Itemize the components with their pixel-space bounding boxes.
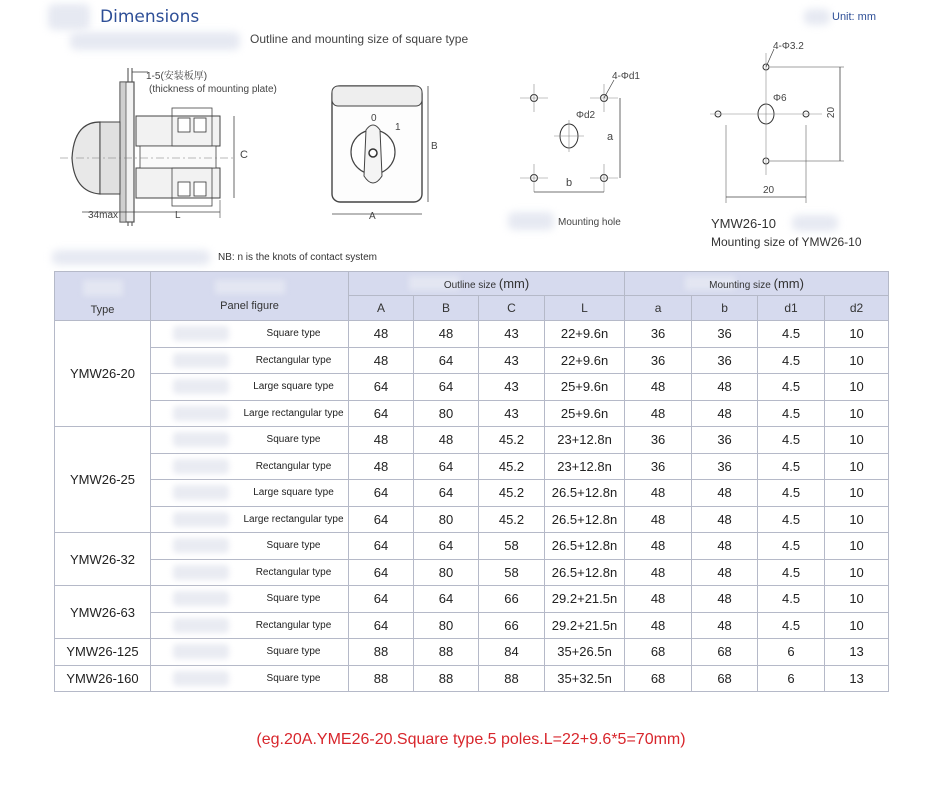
cell-L: 25+9.6n — [545, 374, 625, 401]
cell-d1: 4.5 — [758, 586, 825, 613]
panel-figure-cell — [151, 559, 349, 586]
cell-a: 48 — [625, 506, 692, 533]
cell-B: 64 — [414, 586, 479, 613]
cell-d2: 10 — [825, 453, 889, 480]
cell-A: 64 — [349, 506, 414, 533]
cell-d2: 10 — [825, 374, 889, 401]
cell-d2: 13 — [825, 665, 889, 692]
panel-type-label: Rectangular type — [255, 619, 332, 631]
dim-L: L — [175, 210, 181, 221]
cell-B: 80 — [414, 559, 479, 586]
dim-34max: 34max — [88, 210, 119, 221]
table-row — [55, 480, 889, 507]
type-cell: YMW26-125 — [55, 639, 151, 666]
cell-A: 64 — [349, 586, 414, 613]
mounting-hole-blurred-text — [508, 212, 554, 230]
panel-figure-cell — [151, 321, 349, 348]
cell-b: 48 — [692, 480, 758, 507]
m10-d6-label: Φ6 — [773, 93, 787, 104]
cell-a: 48 — [625, 612, 692, 639]
cell-B: 80 — [414, 506, 479, 533]
cell-d2: 10 — [825, 586, 889, 613]
table-row — [55, 453, 889, 480]
cell-a: 48 — [625, 374, 692, 401]
cell-L: 29.2+21.5n — [545, 586, 625, 613]
table-row — [55, 506, 889, 533]
cell-C: 45.2 — [479, 506, 545, 533]
cell-d2: 10 — [825, 400, 889, 427]
cell-L: 25+9.6n — [545, 400, 625, 427]
m10-4d32-label: 4-Φ3.2 — [773, 41, 804, 52]
panel-type-label: Rectangular type — [255, 460, 332, 472]
type-cell: YMW26-160 — [55, 665, 151, 692]
cell-C: 45.2 — [479, 480, 545, 507]
cell-C: 58 — [479, 533, 545, 560]
cell-b: 48 — [692, 374, 758, 401]
cell-b: 68 — [692, 665, 758, 692]
hole-4d1-label: 4-Φd1 — [612, 71, 640, 82]
note-blurred-text — [52, 250, 210, 265]
cell-a: 48 — [625, 586, 692, 613]
cell-b: 48 — [692, 506, 758, 533]
cell-L: 22+9.6n — [545, 321, 625, 348]
cell-L: 26.5+12.8n — [545, 533, 625, 560]
dim-B: B — [431, 141, 438, 152]
cell-A: 48 — [349, 453, 414, 480]
cell-C: 66 — [479, 612, 545, 639]
cell-A: 64 — [349, 612, 414, 639]
panel-type-label: Rectangular type — [255, 566, 332, 578]
type-cell: YMW26-32 — [55, 533, 151, 586]
cell-a: 36 — [625, 453, 692, 480]
cell-d1: 6 — [758, 639, 825, 666]
cell-d1: 4.5 — [758, 427, 825, 454]
table-header-group-row — [55, 272, 889, 296]
cell-a: 48 — [625, 533, 692, 560]
section-subtitle: Outline and mounting size of square type — [250, 32, 469, 46]
panel-figure-cell — [151, 533, 349, 560]
cell-a: 36 — [625, 427, 692, 454]
panel-figure-cell — [151, 506, 349, 533]
ymw26-10-mounting-diagram — [710, 45, 860, 210]
hole-b-label: b — [566, 177, 573, 189]
cell-B: 48 — [414, 427, 479, 454]
cell-L: 35+26.5n — [545, 639, 625, 666]
cell-A: 64 — [349, 400, 414, 427]
panel-figure-cell — [151, 453, 349, 480]
cell-a: 68 — [625, 639, 692, 666]
cell-A: 64 — [349, 374, 414, 401]
dim-C: C — [240, 149, 248, 161]
table-row — [55, 347, 889, 374]
cell-B: 48 — [414, 321, 479, 348]
panel-type-label: Square type — [266, 672, 321, 684]
type-cell: YMW26-20 — [55, 321, 151, 427]
cell-d2: 10 — [825, 533, 889, 560]
cell-b: 48 — [692, 533, 758, 560]
cell-a: 68 — [625, 665, 692, 692]
cell-d1: 4.5 — [758, 321, 825, 348]
cell-d2: 13 — [825, 639, 889, 666]
cell-B: 64 — [414, 480, 479, 507]
mounting-size-header — [625, 272, 889, 296]
cell-d2: 10 — [825, 427, 889, 454]
subtitle-blurred-text — [70, 32, 240, 50]
cell-d1: 4.5 — [758, 453, 825, 480]
cell-L: 26.5+12.8n — [545, 480, 625, 507]
panel-type-label: Square type — [266, 434, 321, 446]
cell-d1: 4.5 — [758, 559, 825, 586]
panel-figure-cell — [151, 665, 349, 692]
cell-B: 64 — [414, 453, 479, 480]
cell-A: 48 — [349, 427, 414, 454]
panel-type-label: Square type — [266, 646, 321, 658]
col-header-d1: d1 — [758, 296, 825, 321]
cell-d1: 4.5 — [758, 374, 825, 401]
type-cell: YMW26-63 — [55, 586, 151, 639]
cell-b: 48 — [692, 559, 758, 586]
cell-A: 64 — [349, 480, 414, 507]
cell-C: 43 — [479, 374, 545, 401]
panel-figure-cell — [151, 586, 349, 613]
col-header-d2: d2 — [825, 296, 889, 321]
dim-A: A — [369, 211, 376, 222]
cell-d2: 10 — [825, 321, 889, 348]
cell-d2: 10 — [825, 559, 889, 586]
cell-b: 36 — [692, 347, 758, 374]
table-row — [55, 612, 889, 639]
panel-figure-cell — [151, 480, 349, 507]
cell-d1: 4.5 — [758, 506, 825, 533]
cell-d2: 10 — [825, 612, 889, 639]
col-type-label: Type — [90, 304, 115, 316]
cell-b: 48 — [692, 612, 758, 639]
cell-a: 48 — [625, 559, 692, 586]
note-text: NB: n is the knots of contact system — [218, 252, 377, 263]
unit-label: Unit: mm — [832, 11, 876, 23]
cell-A: 64 — [349, 533, 414, 560]
cell-b: 48 — [692, 400, 758, 427]
mounting-hole-diagram — [510, 68, 650, 208]
cell-B: 88 — [414, 639, 479, 666]
knob-position-1: 1 — [395, 122, 401, 133]
panel-type-label: Large square type — [253, 381, 334, 393]
m10-20-vertical-label: 20 — [826, 106, 838, 119]
table-row — [55, 400, 889, 427]
outline-size-header — [349, 272, 625, 296]
cell-a: 36 — [625, 347, 692, 374]
example-text: (eg.20A.YME26-20.Square type.5 poles.L=22+9.6*5=70mm) — [256, 731, 686, 748]
mounting-hole-caption: Mounting hole — [558, 217, 621, 228]
cell-b: 68 — [692, 639, 758, 666]
cell-L: 26.5+12.8n — [545, 506, 625, 533]
col-header-A: A — [349, 296, 414, 321]
header-blurred-logo — [48, 4, 90, 30]
panel-type-label: Large square type — [253, 487, 334, 499]
cell-d2: 10 — [825, 480, 889, 507]
front-view-diagram — [318, 80, 448, 230]
cell-C: 45.2 — [479, 453, 545, 480]
m10-blurred-text — [792, 215, 838, 231]
col-type-header — [55, 272, 151, 321]
cell-C: 88 — [479, 665, 545, 692]
cell-A: 64 — [349, 559, 414, 586]
cell-B: 64 — [414, 374, 479, 401]
cell-L: 26.5+12.8n — [545, 559, 625, 586]
page-title: Dimensions — [100, 7, 200, 27]
cell-b: 36 — [692, 453, 758, 480]
panel-type-label: Large rectangular type — [243, 513, 344, 525]
cell-b: 36 — [692, 321, 758, 348]
hole-d2-label: Φd2 — [576, 110, 596, 121]
cell-C: 45.2 — [479, 427, 545, 454]
unit-blurred-text — [804, 9, 830, 25]
cell-B: 64 — [414, 347, 479, 374]
cell-L: 35+32.5n — [545, 665, 625, 692]
table-row — [55, 559, 889, 586]
outline-size-unit: (mm) — [498, 276, 530, 291]
cell-d1: 4.5 — [758, 480, 825, 507]
cell-d1: 4.5 — [758, 400, 825, 427]
outline-size-label: Outline size — [443, 280, 497, 291]
cell-C: 58 — [479, 559, 545, 586]
panel-figure-cell — [151, 347, 349, 374]
table-row — [55, 533, 889, 560]
table-row — [55, 665, 889, 692]
panel-figure-cell — [151, 374, 349, 401]
cell-B: 88 — [414, 665, 479, 692]
col-header-L: L — [545, 296, 625, 321]
cell-B: 64 — [414, 533, 479, 560]
table-row — [55, 586, 889, 613]
cell-A: 48 — [349, 321, 414, 348]
col-header-a: a — [625, 296, 692, 321]
table-row — [55, 321, 889, 348]
panel-figure-cell — [151, 427, 349, 454]
col-header-b: b — [692, 296, 758, 321]
mounting-size-unit: (mm) — [773, 276, 804, 291]
cell-d1: 4.5 — [758, 612, 825, 639]
table-row — [55, 639, 889, 666]
cell-a: 36 — [625, 321, 692, 348]
cell-C: 43 — [479, 400, 545, 427]
plate-thickness-label: 1-5(安装板厚) — [146, 71, 208, 82]
cell-B: 80 — [414, 400, 479, 427]
cell-L: 29.2+21.5n — [545, 612, 625, 639]
hole-a-label: a — [607, 131, 614, 143]
panel-figure-cell — [151, 612, 349, 639]
col-header-B: B — [414, 296, 479, 321]
cell-b: 36 — [692, 427, 758, 454]
panel-figure-cell — [151, 400, 349, 427]
panel-type-label: Rectangular type — [255, 354, 332, 366]
col-panel-label: Panel figure — [220, 300, 279, 312]
cell-L: 23+12.8n — [545, 427, 625, 454]
cell-B: 80 — [414, 612, 479, 639]
panel-type-label: Square type — [266, 328, 321, 340]
cell-L: 22+9.6n — [545, 347, 625, 374]
m10-caption: Mounting size of YMW26-10 — [711, 235, 862, 249]
cell-d2: 10 — [825, 506, 889, 533]
knob-position-0: 0 — [371, 113, 377, 124]
type-cell: YMW26-25 — [55, 427, 151, 533]
table-row — [55, 374, 889, 401]
cell-C: 84 — [479, 639, 545, 666]
mounting-size-label: Mounting size — [709, 280, 771, 291]
m10-20-horizontal-label: 20 — [763, 185, 775, 196]
panel-type-label: Square type — [266, 593, 321, 605]
cell-d1: 6 — [758, 665, 825, 692]
dimension-table — [54, 271, 889, 692]
panel-type-label: Square type — [266, 540, 321, 552]
cell-C: 43 — [479, 321, 545, 348]
cell-d2: 10 — [825, 347, 889, 374]
cell-a: 48 — [625, 480, 692, 507]
table-row — [55, 427, 889, 454]
panel-type-label: Large rectangular type — [243, 407, 344, 419]
cell-d1: 4.5 — [758, 533, 825, 560]
col-header-C: C — [479, 296, 545, 321]
cell-b: 48 — [692, 586, 758, 613]
cell-C: 43 — [479, 347, 545, 374]
cell-A: 88 — [349, 665, 414, 692]
col-panel-header — [151, 272, 349, 321]
cell-C: 66 — [479, 586, 545, 613]
cell-A: 48 — [349, 347, 414, 374]
plate-thickness-label-en: (thickness of mounting plate) — [149, 84, 277, 95]
cell-d1: 4.5 — [758, 347, 825, 374]
cell-A: 88 — [349, 639, 414, 666]
cell-L: 23+12.8n — [545, 453, 625, 480]
cell-a: 48 — [625, 400, 692, 427]
panel-figure-cell — [151, 639, 349, 666]
m10-title: YMW26-10 — [711, 216, 777, 231]
